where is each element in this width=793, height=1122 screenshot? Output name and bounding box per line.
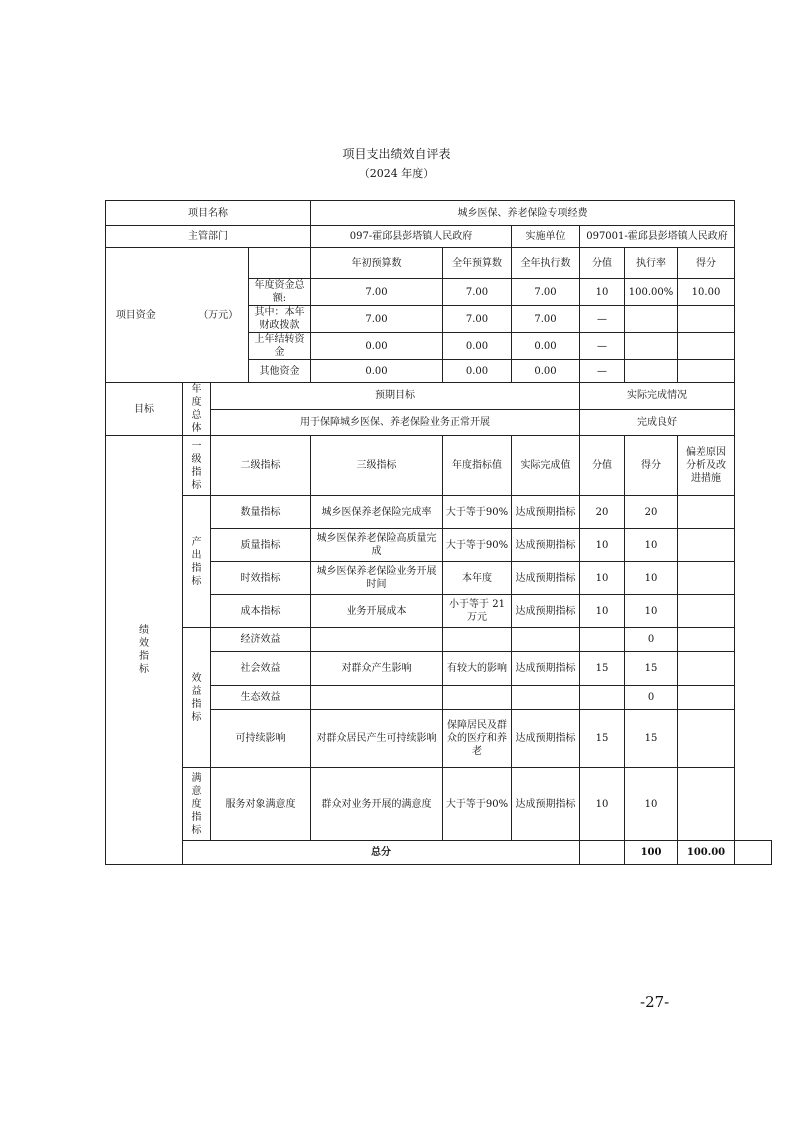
- actual-goal-value: 完成良好: [580, 409, 735, 436]
- fund-cell: 10.00: [678, 279, 735, 306]
- l2-label: 时效指标: [211, 562, 311, 595]
- fund-cell: 0.00: [443, 360, 512, 383]
- l3-label: 群众对业务开展的满意度: [311, 768, 443, 841]
- total-score: 100.00: [678, 841, 735, 865]
- deviation-value: [678, 686, 735, 710]
- goal-label-year: 年度: [191, 384, 202, 408]
- actual-value: 达成预期指标: [512, 710, 580, 768]
- total-deviation-blank: [735, 841, 772, 865]
- impl-value: 097001-霍邱县彭塔镇人民政府: [580, 226, 735, 248]
- points-value: [580, 686, 625, 710]
- actual-value: 达成预期指标: [512, 496, 580, 529]
- fund-cell: —: [580, 306, 625, 333]
- goal-label-cell: [183, 383, 211, 436]
- expected-goal-header: 预期目标: [211, 383, 580, 410]
- group-output-label: 产出指标: [191, 536, 202, 587]
- deviation-value: [678, 562, 735, 595]
- level2-header: 二级指标: [211, 436, 311, 496]
- page-number: -27-: [640, 993, 670, 1011]
- fund-cell: —: [580, 333, 625, 360]
- l2-label: 社会效益: [211, 652, 311, 686]
- actual-header: 实际完成值: [512, 436, 580, 496]
- target-value: 保障居民及群众的医疗和养老: [443, 710, 512, 768]
- l3-label: 城乡医保养老保险业务开展时间: [311, 562, 443, 595]
- actual-value: 达成预期指标: [512, 595, 580, 628]
- deviation-value: [678, 768, 735, 841]
- actual-value: [512, 628, 580, 652]
- l2-label: 成本指标: [211, 595, 311, 628]
- l2-label: 数量指标: [211, 496, 311, 529]
- fund-cell: 7.00: [512, 279, 580, 306]
- group-benefit-label: 效益指标: [191, 672, 202, 723]
- project-name-label: 项目名称: [106, 201, 311, 226]
- project-name-value: 城乡医保、养老保险专项经费: [311, 201, 735, 226]
- fund-cell: 7.00: [443, 306, 512, 333]
- fund-header: 年初预算数: [311, 248, 443, 279]
- target-value: 本年度: [443, 562, 512, 595]
- group-satisfaction-cell: [183, 768, 211, 841]
- deviation-value: [678, 529, 735, 562]
- fund-cell: [678, 306, 735, 333]
- target-header: 年度指标值: [443, 436, 512, 496]
- target-value: 大于等于90%: [443, 768, 512, 841]
- fund-label-cell: [106, 248, 249, 383]
- points-header: 分值: [580, 436, 625, 496]
- fund-cell: 7.00: [311, 306, 443, 333]
- points-value: 10: [580, 529, 625, 562]
- fund-cell: [625, 333, 678, 360]
- dept-label: 主管部门: [106, 226, 311, 248]
- l3-label: 对群众产生影响: [311, 652, 443, 686]
- fund-cell: 0.00: [512, 360, 580, 383]
- fund-cell: 7.00: [443, 279, 512, 306]
- fund-row-label: 上年结转资金: [249, 333, 311, 360]
- l2-label: 生态效益: [211, 686, 311, 710]
- fund-cell: [678, 360, 735, 383]
- deviation-header: 偏差原因分析及改进措施: [686, 447, 726, 484]
- fund-cell: [625, 360, 678, 383]
- score-header: 得分: [625, 436, 678, 496]
- score-value: 0: [625, 628, 678, 652]
- l3-label: [311, 686, 443, 710]
- deviation-value: [678, 496, 735, 529]
- actual-value: 达成预期指标: [512, 768, 580, 841]
- target-value: 小于等于 21万元: [443, 595, 512, 628]
- fund-cell: 10: [580, 279, 625, 306]
- page-subtitle: （2024 年度）: [358, 167, 435, 180]
- l3-label: 对群众居民产生可持续影响: [311, 710, 443, 768]
- fund-cell: 7.00: [512, 306, 580, 333]
- actual-value: 达成预期指标: [512, 562, 580, 595]
- fund-cell: 7.00: [311, 279, 443, 306]
- target-value: 有较大的影响: [443, 652, 512, 686]
- dept-value: 097-霍邱县彭塔镇人民政府: [311, 226, 512, 248]
- deviation-value: [678, 652, 735, 686]
- fund-header: 执行率: [625, 248, 678, 279]
- l3-label: 业务开展成本: [311, 595, 443, 628]
- group-output-cell: [183, 496, 211, 628]
- deviation-value: [678, 628, 735, 652]
- l3-label: 城乡医保养老保险完成率: [311, 496, 443, 529]
- deviation-header-cell: [678, 436, 735, 496]
- target-value: 大于等于90%: [443, 496, 512, 529]
- fund-cell: 0.00: [311, 360, 443, 383]
- actual-value: 达成预期指标: [512, 529, 580, 562]
- points-value: 10: [580, 768, 625, 841]
- fund-header: 得分: [678, 248, 735, 279]
- fund-row-label: 年度资金总额:: [249, 279, 311, 306]
- total-label: 总分: [183, 841, 580, 865]
- total-actual-blank: [580, 841, 625, 865]
- impl-label: 实施单位: [512, 226, 580, 248]
- deviation-value: [678, 710, 735, 768]
- fund-cell: 0.00: [512, 333, 580, 360]
- l2-label: 经济效益: [211, 628, 311, 652]
- group-benefit-cell: [183, 628, 211, 768]
- l2-label: 质量指标: [211, 529, 311, 562]
- fund-cell: [678, 333, 735, 360]
- level1-header: 一级指标: [191, 440, 202, 491]
- performance-table: [105, 200, 772, 865]
- points-value: 10: [580, 562, 625, 595]
- level3-header: 三级指标: [311, 436, 443, 496]
- fund-unit: （万元）: [198, 309, 239, 321]
- score-value: 15: [625, 652, 678, 686]
- fund-cell: 0.00: [443, 333, 512, 360]
- score-value: 20: [625, 496, 678, 529]
- fund-header: 分值: [580, 248, 625, 279]
- target-value: [443, 686, 512, 710]
- score-value: 10: [625, 768, 678, 841]
- l2-label: 可持续影响: [211, 710, 311, 768]
- points-value: 15: [580, 652, 625, 686]
- fund-header-blank: [249, 248, 311, 279]
- deviation-value: [678, 595, 735, 628]
- target-value: [443, 628, 512, 652]
- l3-label: 城乡医保养老保险高质量完成: [311, 529, 443, 562]
- goal-label-overall: 总体: [191, 410, 202, 434]
- l2-label: 服务对象满意度: [211, 768, 311, 841]
- perf-label: 绩效指标: [139, 625, 149, 675]
- page-title: 项目支出绩效自评表: [342, 147, 451, 161]
- goal-label-target: 目标: [106, 383, 183, 436]
- points-value: [580, 628, 625, 652]
- score-value: 10: [625, 529, 678, 562]
- fund-cell: [625, 306, 678, 333]
- fund-header: 全年执行数: [512, 248, 580, 279]
- fund-row-label: 其他资金: [249, 360, 311, 383]
- points-value: 15: [580, 710, 625, 768]
- group-satisfaction-label: 满意度指标: [191, 772, 202, 836]
- actual-value: 达成预期指标: [512, 652, 580, 686]
- level1-header-cell: [183, 436, 211, 496]
- perf-label-cell: [106, 436, 183, 865]
- fund-cell: 100.00%: [625, 279, 678, 306]
- fund-header: 全年预算数: [443, 248, 512, 279]
- score-value: 15: [625, 710, 678, 768]
- target-value: 大于等于90%: [443, 529, 512, 562]
- fund-row-label: 其中：本年财政拨款: [249, 306, 311, 333]
- fund-cell: 0.00: [311, 333, 443, 360]
- score-value: 0: [625, 686, 678, 710]
- score-value: 10: [625, 562, 678, 595]
- l3-label: [311, 628, 443, 652]
- fund-cell: —: [580, 360, 625, 383]
- points-value: 20: [580, 496, 625, 529]
- actual-value: [512, 686, 580, 710]
- expected-goal-value: 用于保障城乡医保、养老保险业务正常开展: [211, 409, 580, 436]
- total-points: 100: [625, 841, 678, 865]
- points-value: 10: [580, 595, 625, 628]
- score-value: 10: [625, 595, 678, 628]
- fund-label: 项目资金: [115, 309, 156, 321]
- actual-goal-header: 实际完成情况: [580, 383, 735, 410]
